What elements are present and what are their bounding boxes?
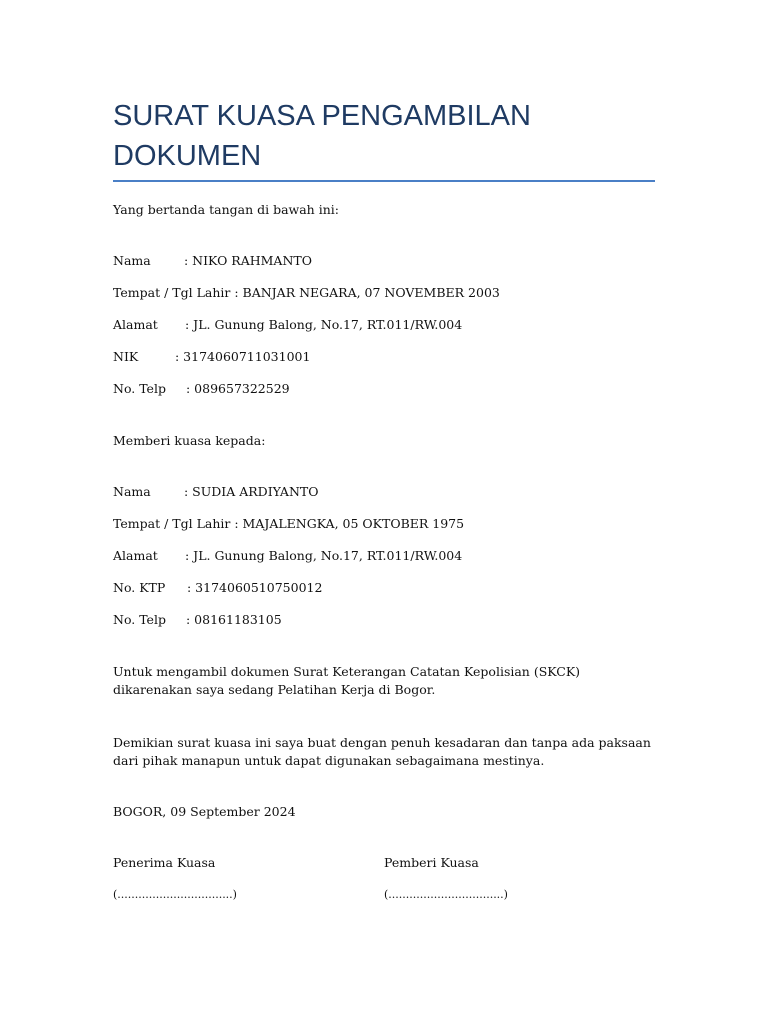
memberi-kuasa-text: Memberi kuasa kepada: [113,433,266,448]
penerima-ktp-row [113,579,322,597]
pemberi-telp-label: No. Telp [113,381,166,396]
pemberi-alamat-label: Alamat [113,317,158,332]
pemberi-nik-label: NIK [113,349,139,364]
penerima-nama-label: Nama [113,484,151,499]
pemberi-nama-row [113,252,312,270]
pemberi-ttl-label: Tempat / Tgl Lahir [113,285,231,300]
pemberi-nik-row [113,348,310,366]
document-title: SURAT KUASA PENGAMBILAN DOKUMEN [113,100,531,172]
purpose-paragraph: Untuk mengambil dokumen Surat Keterangan Catatan Kepolisian (SKCK) dikarenakan saya sedang Pelatihan Kerja di Bogor. [113,664,581,697]
pemberi-ttl-row [113,284,500,302]
intro-text: Yang bertanda tangan di bawah ini: [113,202,339,217]
pemberi-nama-label: Nama [113,253,151,268]
penerima-telp-value: : 08161183105 [186,612,282,627]
penerima-nama-row [113,483,318,501]
penerima-ttl-row [113,515,464,533]
penerima-ktp-value: : 3174060510750012 [187,580,323,595]
penerima-ttl-label: Tempat / Tgl Lahir [113,516,231,531]
penerima-ttl-value: : MAJALENGKA, 05 OKTOBER 1975 [234,516,465,531]
penerima-nama-value: : SUDIA ARDIYANTO [184,484,319,499]
penerima-alamat-label: Alamat [113,548,158,563]
pemberi-alamat-value: : JL. Gunung Balong, No.17, RT.011/RW.004 [185,317,463,332]
place-date: BOGOR, 09 September 2024 [113,804,296,819]
penerima-alamat-row [113,547,462,565]
penerima-alamat-value: : JL. Gunung Balong, No.17, RT.011/RW.004 [185,548,463,563]
pemberi-signature-line: (.................................) [384,888,508,901]
pemberi-nama-value: : NIKO RAHMANTO [184,253,312,268]
penerima-ktp-label: No. KTP [113,580,166,595]
penerima-kuasa-label: Penerima Kuasa [113,855,216,870]
pemberi-kuasa-label: Pemberi Kuasa [384,855,479,870]
penerima-telp-label: No. Telp [113,612,166,627]
pemberi-nik-value: : 3174060711031001 [175,349,311,364]
penerima-signature-line: (.................................) [113,888,237,901]
title-underline [113,180,655,182]
closing-paragraph: Demikian surat kuasa ini saya buat dengan penuh kesadaran dan tanpa ada paksaan dari pihak manapun untuk dapat digunakan sebagaimana mestinya. [113,735,651,768]
pemberi-telp-row [113,380,290,398]
penerima-telp-row [113,611,282,629]
pemberi-ttl-value: : BANJAR NEGARA, 07 NOVEMBER 2003 [234,285,500,300]
pemberi-alamat-row [113,316,462,334]
pemberi-telp-value: : 089657322529 [186,381,290,396]
